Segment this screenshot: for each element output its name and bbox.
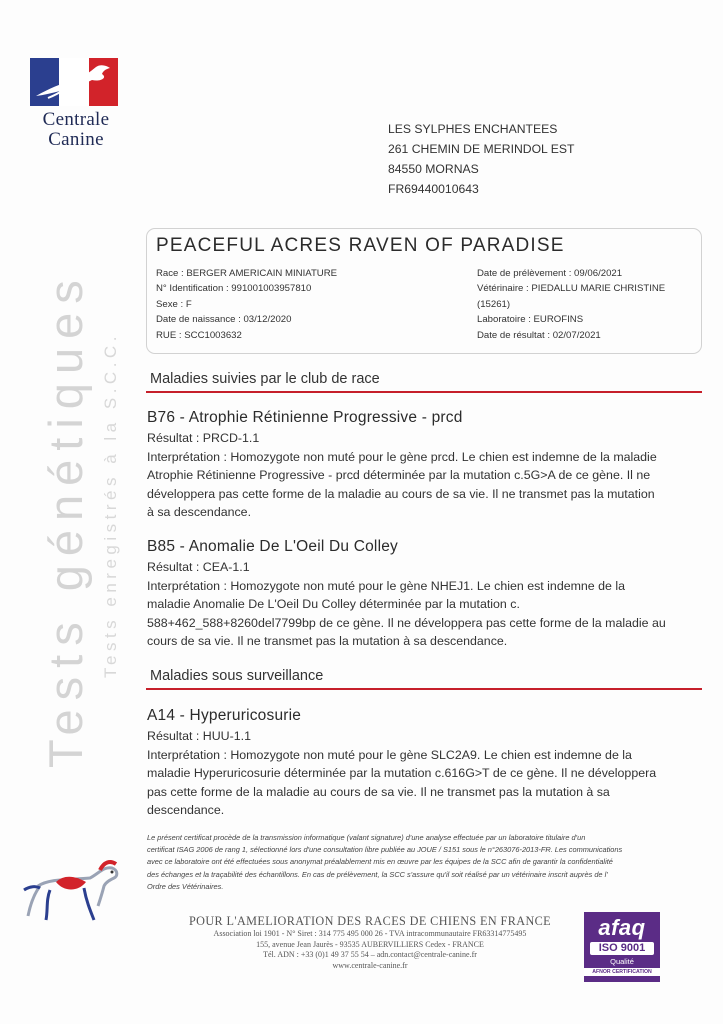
afaq-certification-logo — [584, 912, 660, 982]
section-surveillance — [146, 666, 702, 690]
interpretation-line: 588+462_588+8260del7799bp de ce gène. Il ne développera pas cette forme de la maladie au — [147, 615, 666, 630]
laboratory: Laboratoire : EUROFINS — [477, 314, 584, 326]
interpretation-line: cours de sa vie. Il ne transmet pas la mutation à sa descendance. — [147, 634, 508, 648]
section-divider — [146, 391, 702, 393]
centrale-canine-logo — [30, 58, 122, 150]
disease-result: Résultat : PRCD-1.1 — [147, 431, 260, 445]
side-title: Tests génétiques — [39, 271, 92, 768]
logo-line-1: Centrale — [42, 109, 110, 130]
interpretation-line: à sa descendance. — [147, 505, 252, 519]
interpretation-line: maladie Anomalie De L'Oeil Du Colley déterminée par la mutation c. — [147, 597, 520, 611]
logo-line-2: Canine — [48, 129, 104, 150]
veterinarian: Vétérinaire : PIEDALLU MARIE CHRISTINE — [477, 283, 666, 295]
legal-line: certificat ISAG 2006 de rang 1, sélectionné lors d'une consultation libre publiée au JOUE / S151 sous le n°263076-2013-FR. Les communications — [147, 845, 623, 855]
side-subtitle: Tests enregistrés à la S.C.C. — [101, 332, 120, 678]
owner-name: LES SYLPHES ENCHANTEES — [388, 122, 558, 136]
disease-prcd — [147, 407, 702, 522]
footer-legal: Association loi 1901 - N° Siret : 314 775 495 000 26 - TVA intracommunautaire FR63314775495 — [213, 929, 527, 938]
dog-race: Race : BERGER AMERICAIN MINIATURE — [156, 268, 338, 279]
disease-body — [147, 727, 702, 820]
legal-notice — [147, 832, 705, 893]
interpretation-line: maladie Hyperuricosurie déterminée par la mutation c.616G>T de ce gène. Il ne développera — [147, 766, 657, 780]
interpretation-line: Interprétation : Homozygote non muté pour le gène SLC2A9. Le chien est indemne de la — [147, 747, 632, 762]
disease-title: A14 - Hyperuricosurie — [147, 707, 302, 724]
dog-birth-date: Date de naissance : 03/12/2020 — [156, 314, 292, 326]
logo-text — [30, 110, 122, 150]
footer — [150, 914, 590, 971]
mascot-dog-icon — [20, 852, 125, 935]
section-club-diseases — [146, 369, 702, 393]
legal-line: Ordre des Vétérinaires. — [147, 881, 224, 891]
interpretation-line: Atrophie Rétinienne Progressive - prcd déterminée par la mutation c.5G>A de ce gène. Il ne — [147, 468, 651, 482]
disease-body — [147, 558, 702, 651]
section-title: Maladies sous surveillance — [150, 668, 324, 684]
disease-cea — [147, 536, 702, 651]
disease-title: B85 - Anomalie De L'Oeil Du Colley — [147, 538, 398, 555]
interpretation-line: développera pas cette forme de la maladie au cours de sa vie. Il ne transmet pas la mutation — [147, 486, 655, 501]
section-divider — [146, 688, 702, 690]
dog-sex: Sexe : F — [156, 298, 192, 310]
dog-name: PEACEFUL ACRES RAVEN OF PARADISE — [156, 235, 565, 256]
address-code: FR69440010643 — [388, 182, 479, 196]
result-date: Date de résultat : 02/07/2021 — [477, 329, 601, 341]
disease-result: Résultat : HUU-1.1 — [147, 729, 251, 743]
address-city: 84550 MORNAS — [388, 162, 479, 176]
interpretation-line: descendance. — [147, 803, 225, 817]
afaq-iso: ISO 9001 — [590, 942, 654, 955]
sample-date: Date de prélèvement : 09/06/2021 — [477, 268, 623, 279]
owner-address — [388, 119, 574, 199]
dog-identification: N° Identification : 991001003957810 — [156, 283, 312, 295]
legal-line: des échanges et la traçabilité des échantillons. En cas de prélèvement, la SCC s'assure qu'il soit réalisé par un vétérinaire inscrit auprès de l' — [147, 869, 608, 879]
dog-rue: RUE : SCC1003632 — [156, 329, 242, 341]
dog-info-card — [146, 228, 702, 354]
address-street: 261 CHEMIN DE MERINDOL EST — [388, 142, 575, 156]
dog-flag-icon — [30, 58, 118, 106]
disease-result: Résultat : CEA-1.1 — [147, 560, 250, 574]
sample-info-column — [477, 266, 692, 343]
section-title: Maladies suivies par le club de race — [150, 371, 380, 387]
veterinarian-number: (15261) — [477, 298, 511, 310]
interpretation-line: Interprétation : Homozygote non muté pour le gène NHEJ1. Le chien est indemne de la — [147, 578, 626, 593]
afaq-name: afaq — [598, 915, 646, 940]
interpretation-line: pas cette forme de la maladie au cours de sa vie. Il ne transmet pas la mutation à sa — [147, 784, 610, 799]
dog-identity-column — [156, 266, 456, 343]
footer-title: POUR L'AMELIORATION DES RACES DE CHIENS EN FRANCE — [188, 914, 552, 928]
disease-huu — [147, 705, 702, 820]
legal-line: avec ce laboratoire ont été effectuées sous anonymat préalablement mis en œuvre par les équipes de la SCC afin de garantir la confidentialité — [147, 857, 613, 867]
footer-address: 155, avenue Jean Jaurès - 93535 AUBERVILLIERS Cedex - FRANCE — [256, 939, 484, 949]
disease-title: B76 - Atrophie Rétinienne Progressive - prcd — [147, 409, 463, 426]
footer-contact: Tél. ADN : +33 (0)1 49 37 55 54 – adn.contact@centrale-canine.fr — [263, 950, 477, 959]
legal-line: Le présent certificat procède de la transmission informatique (valant signature) d'une analyse effectuée par un laboratoire titulaire d'un — [147, 833, 586, 842]
disease-body — [147, 429, 702, 522]
footer-website: www.centrale-canine.fr — [332, 960, 408, 970]
afaq-cert: AFNOR CERTIFICATION — [584, 968, 660, 976]
interpretation-line: Interprétation : Homozygote non muté pour le gène prcd. Le chien est indemne de la maladie — [147, 449, 657, 464]
afaq-quality: Qualité — [610, 957, 634, 966]
